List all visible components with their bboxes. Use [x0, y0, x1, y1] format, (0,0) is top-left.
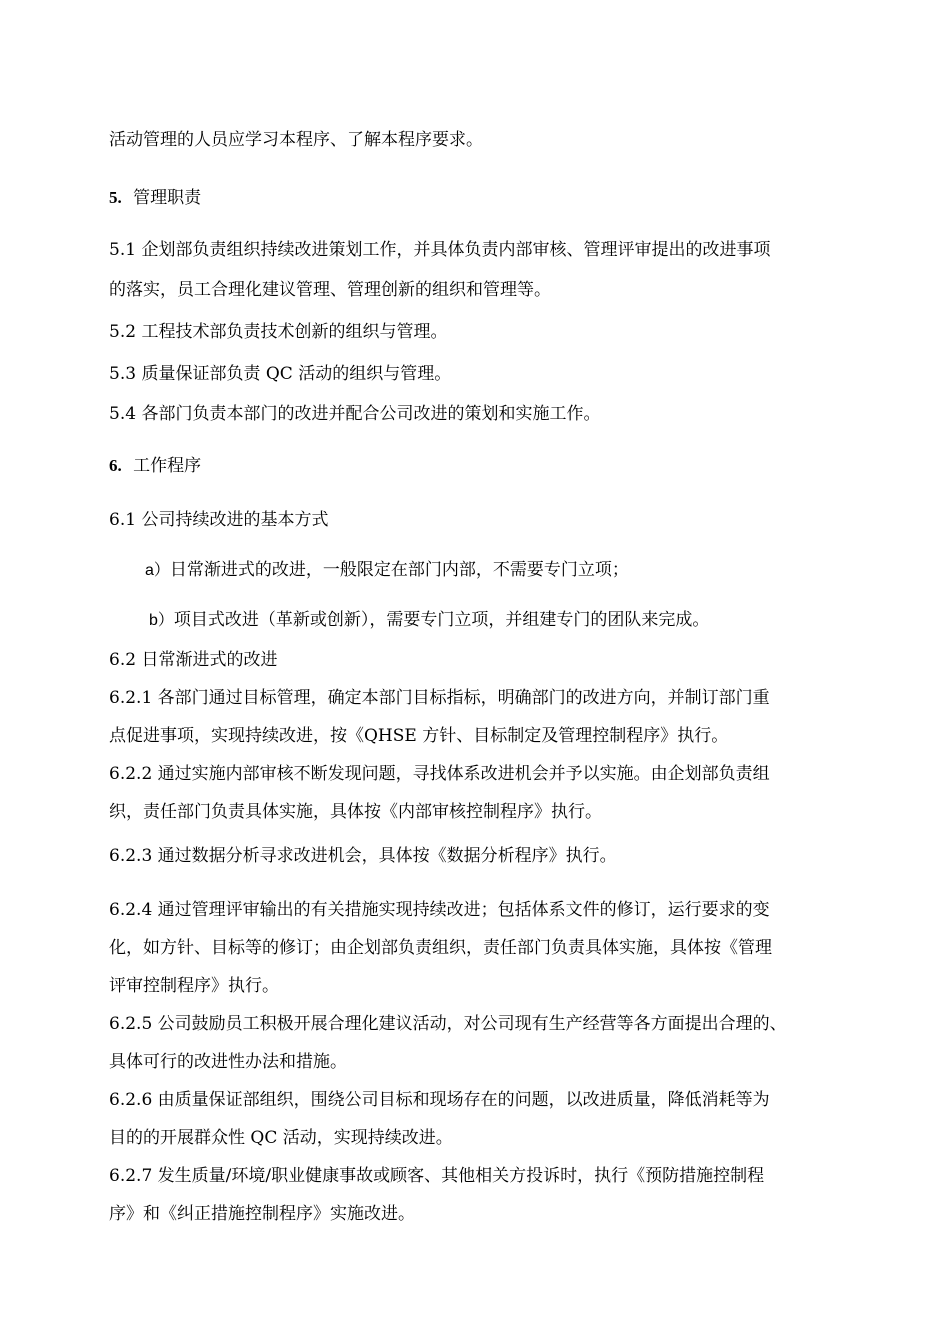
section-6-heading: [109, 454, 201, 478]
item-6-2-4-line-1: 6.2.4 通过管理评审输出的有关措施实现持续改进；包括体系文件的修订，运行要求的变: [109, 900, 770, 920]
item-6-2-2-line-1: 6.2.2 通过实施内部审核不断发现问题，寻找体系改进机会并予以实施。由企划部负责组: [109, 764, 770, 784]
item-6-1-a-mark: a）: [145, 562, 170, 579]
item-6-2-6-line-1: 6.2.6 由质量保证部组织，围绕公司目标和现场存在的问题，以改进质量，降低消耗等为: [109, 1090, 770, 1110]
item-6-2-5-line-1: 6.2.5 公司鼓励员工积极开展合理化建议活动，对公司现有生产经营等各方面提出合理的、: [109, 1014, 787, 1034]
item-6-2-2-line-2: 织，责任部门负责具体实施，具体按《内部审核控制程序》执行。: [109, 802, 602, 822]
item-5-2: 5.2 工程技术部负责技术创新的组织与管理。: [109, 322, 448, 342]
item-6-2-7-line-2: 序》和《纠正措施控制程序》实施改进。: [109, 1204, 415, 1224]
section-5-heading: [109, 186, 201, 210]
item-6-1-b-mark: b）: [149, 612, 174, 629]
item-6-2-1-line-2: 点促进事项，实现持续改进，按《QHSE 方针、目标制定及管理控制程序》执行。: [109, 726, 729, 746]
item-6-2-5-line-2: 具体可行的改进性办法和措施。: [109, 1052, 347, 1072]
item-6-1-title: 6.1 公司持续改进的基本方式: [109, 510, 329, 530]
item-5-1-line-1: 5.1 企划部负责组织持续改进策划工作，并具体负责内部审核、管理评审提出的改进事项: [109, 240, 771, 260]
item-6-2-7-line-1: 6.2.7 发生质量/环境/职业健康事故或顾客、其他相关方投诉时，执行《预防措施控制程: [109, 1166, 765, 1186]
item-6-2-3-line-1: 6.2.3 通过数据分析寻求改进机会，具体按《数据分析程序》执行。: [109, 846, 617, 866]
item-5-1-line-2: 的落实，员工合理化建议管理、管理创新的组织和管理等。: [109, 280, 551, 300]
item-6-2-4-line-2: 化，如方针、目标等的修订；由企划部负责组织，责任部门负责具体实施，具体按《管理: [109, 938, 772, 958]
intro-line: 活动管理的人员应学习本程序、了解本程序要求。: [109, 130, 483, 150]
section-5-number: 5.: [109, 188, 122, 207]
item-6-1-a: [145, 558, 629, 582]
section-6-number: 6.: [109, 456, 122, 475]
item-5-4: 5.4 各部门负责本部门的改进并配合公司改进的策划和实施工作。: [109, 404, 601, 424]
section-5-title: 管理职责: [133, 188, 202, 208]
item-6-2-6-line-2: 目的的开展群众性 QC 活动，实现持续改进。: [109, 1128, 453, 1148]
item-5-3: 5.3 质量保证部负责 QC 活动的组织与管理。: [109, 364, 452, 384]
item-6-1-b-text: 项目式改进（革新或创新），需要专门立项，并组建专门的团队来完成。: [173, 610, 710, 630]
item-6-1-a-text: 日常渐进式的改进，一般限定在部门内部，不需要专门立项；: [169, 560, 629, 580]
section-6-title: 工作程序: [133, 456, 202, 476]
item-6-1-b: [149, 608, 709, 632]
item-6-2-title: 6.2 日常渐进式的改进: [109, 650, 278, 670]
item-6-2-4-line-3: 评审控制程序》执行。: [109, 976, 279, 996]
item-6-2-1-line-1: 6.2.1 各部门通过目标管理，确定本部门目标指标，明确部门的改进方向，并制订部门重: [109, 688, 770, 708]
